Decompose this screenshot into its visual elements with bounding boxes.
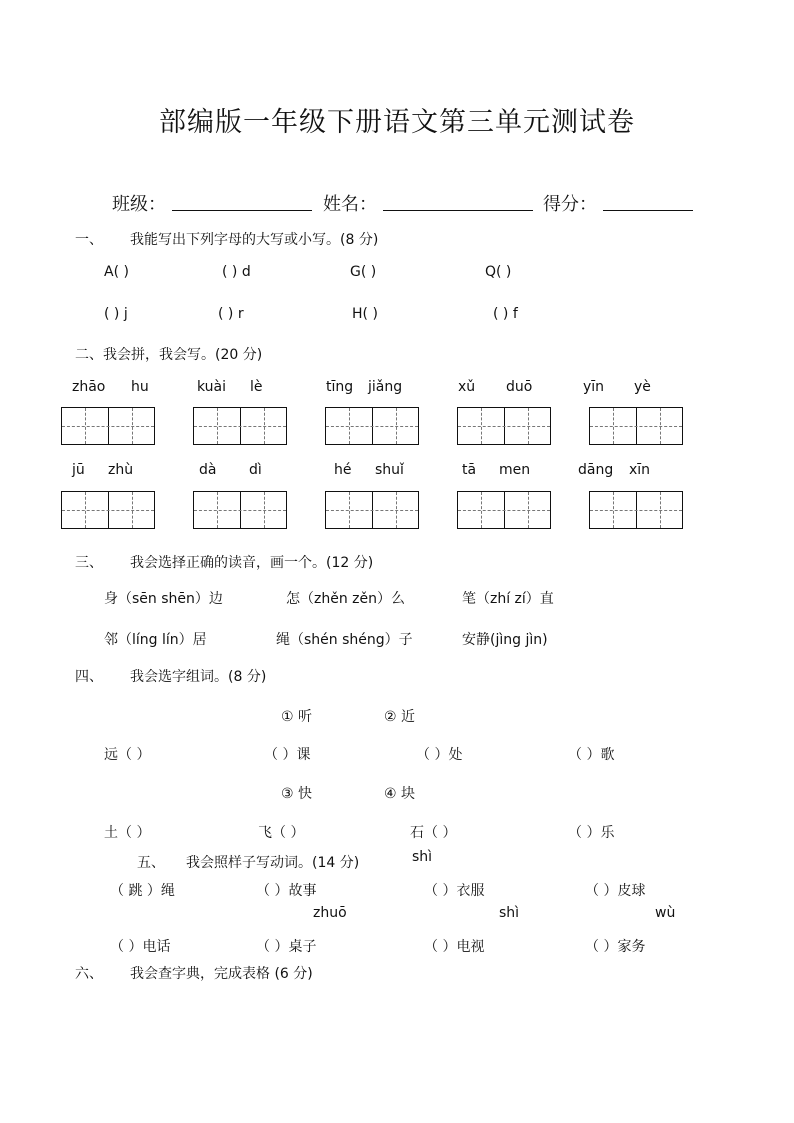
word-blank[interactable]: 石（ ）	[410, 825, 457, 841]
pinyin-label: tā	[462, 462, 477, 478]
letter-question[interactable]: ( ) j	[104, 306, 128, 322]
word-blank[interactable]: （ ）歌	[568, 747, 615, 763]
writing-grid[interactable]	[457, 407, 551, 445]
pinyin-label: zhāo	[72, 379, 106, 395]
writing-grid[interactable]	[325, 407, 419, 445]
verb-blank[interactable]: （ ）电话	[110, 939, 171, 955]
writing-grid[interactable]	[61, 407, 155, 445]
section3-number: 三、	[75, 555, 103, 571]
verb-blank[interactable]: （ ）桌子	[256, 939, 317, 955]
section4-heading: 我会选字组词。(8 分)	[130, 669, 267, 685]
section1-heading: 我能写出下列字母的大写或小写。(8 分)	[130, 232, 379, 248]
pronunciation-choice[interactable]: 安静(jìng jìn)	[462, 632, 548, 648]
letter-question[interactable]: ( ) f	[493, 306, 518, 322]
pinyin-label: yè	[634, 379, 651, 395]
word-blank[interactable]: （ ）处	[416, 747, 463, 763]
section4-number: 四、	[75, 669, 103, 685]
verb-blank[interactable]: （ ）故事	[256, 883, 317, 899]
letter-question[interactable]: A( )	[104, 264, 129, 280]
pinyin-label: men	[499, 462, 531, 478]
letter-question[interactable]: H( )	[352, 306, 378, 322]
writing-grid[interactable]	[61, 491, 155, 529]
word-blank[interactable]: 飞（ ）	[258, 825, 305, 841]
writing-grid[interactable]	[193, 491, 287, 529]
pinyin-label: xǔ	[458, 379, 476, 395]
section2-heading: 二、我会拼，我会写。(20 分)	[75, 347, 263, 363]
writing-grid[interactable]	[589, 491, 683, 529]
pinyin-hint: shì	[499, 905, 520, 921]
pinyin-label: dāng	[578, 462, 614, 478]
page-title: 部编版一年级下册语文第三单元测试卷	[159, 107, 635, 138]
pronunciation-choice[interactable]: 笔（zhí zí）直	[462, 591, 554, 607]
word-blank[interactable]: （ ）乐	[568, 825, 615, 841]
word-choice: ③ 快	[281, 786, 313, 802]
pinyin-label: kuài	[197, 379, 227, 395]
word-blank[interactable]: 土（ ）	[104, 825, 151, 841]
pinyin-label: shuǐ	[375, 462, 404, 478]
writing-grid[interactable]	[325, 491, 419, 529]
name-label: 姓名：	[323, 194, 377, 215]
verb-blank[interactable]: （ ）衣服	[424, 883, 485, 899]
section6-heading: 我会查字典，完成表格 (6 分)	[130, 966, 313, 982]
pinyin-label: xīn	[629, 462, 651, 478]
letter-question[interactable]: Q( )	[485, 264, 512, 280]
section5-number: 五、	[137, 855, 165, 871]
pinyin-label: lè	[250, 379, 263, 395]
word-choice: ④ 块	[384, 786, 416, 802]
pronunciation-choice[interactable]: 身（sēn shēn）边	[104, 591, 223, 607]
pinyin-label: dà	[199, 462, 217, 478]
section5-heading: 我会照样子写动词。(14 分)	[186, 855, 360, 871]
class-blank[interactable]	[172, 210, 312, 211]
pronunciation-choice[interactable]: 绳（shén shéng）子	[276, 632, 413, 648]
pinyin-label: hu	[131, 379, 149, 395]
class-label: 班级：	[112, 194, 166, 215]
verb-blank[interactable]: （ ）皮球	[585, 883, 646, 899]
writing-grid[interactable]	[589, 407, 683, 445]
pinyin-label: yīn	[583, 379, 605, 395]
pinyin-label: duō	[506, 379, 533, 395]
pinyin-label: hé	[334, 462, 352, 478]
writing-grid[interactable]	[193, 407, 287, 445]
pinyin-label: tīng	[326, 379, 354, 395]
verb-blank[interactable]: （ ）家务	[585, 939, 646, 955]
word-blank[interactable]: （ ）课	[264, 747, 311, 763]
pronunciation-choice[interactable]: 邻（líng lín）居	[104, 632, 207, 648]
pinyin-hint: zhuō	[313, 905, 347, 921]
letter-question[interactable]: ( ) r	[218, 306, 244, 322]
verb-blank[interactable]: （ ）电视	[424, 939, 485, 955]
pronunciation-choice[interactable]: 怎（zhěn zěn）么	[286, 591, 405, 607]
section6-number: 六、	[75, 966, 103, 982]
score-label: 得分：	[543, 194, 597, 215]
writing-grid[interactable]	[457, 491, 551, 529]
pinyin-label: zhù	[108, 462, 134, 478]
pinyin-hint: wù	[655, 905, 676, 921]
pinyin-label: jū	[72, 462, 85, 478]
letter-question[interactable]: G( )	[350, 264, 377, 280]
word-blank[interactable]: 远（ ）	[104, 747, 151, 763]
pinyin-label: dì	[249, 462, 262, 478]
letter-question[interactable]: ( ) d	[222, 264, 251, 280]
word-choice: ② 近	[384, 709, 416, 725]
pinyin-hint: shì	[412, 849, 433, 865]
section1-number: 一、	[75, 232, 103, 248]
section3-heading: 我会选择正确的读音，画一个。(12 分)	[130, 555, 374, 571]
name-blank[interactable]	[383, 210, 533, 211]
word-choice: ① 听	[281, 709, 313, 725]
score-blank[interactable]	[603, 210, 693, 211]
verb-blank: （ 跳 ）绳	[110, 883, 175, 899]
pinyin-label: jiǎng	[368, 379, 403, 395]
